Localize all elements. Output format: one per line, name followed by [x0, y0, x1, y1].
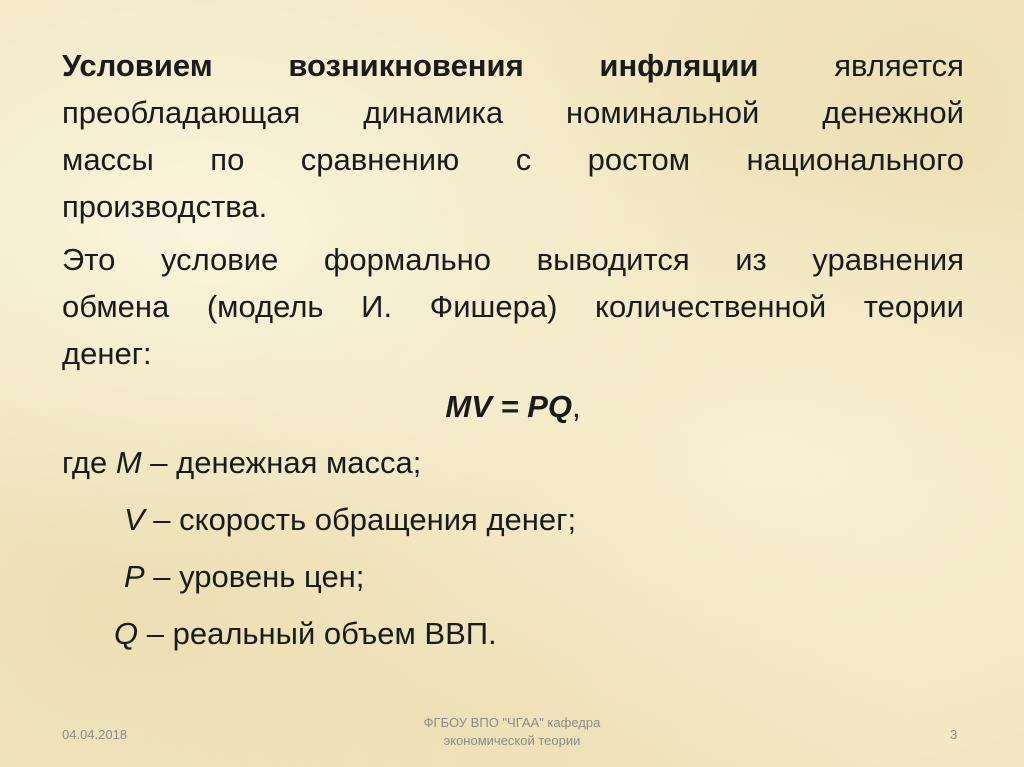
- formula-punct: ,: [572, 389, 581, 424]
- bold-term: инфляции: [599, 48, 759, 83]
- variable-definition-m: [62, 434, 964, 491]
- variable-symbol: M: [115, 445, 142, 480]
- paragraph-fisher-model: [62, 236, 964, 377]
- bold-term: возникновения: [288, 48, 524, 83]
- variable-definition-v: [62, 491, 964, 548]
- paragraph-line: массы по сравнению с ростом национального: [62, 142, 964, 177]
- text-run: является: [834, 48, 964, 83]
- footer-date: 04.04.2018: [62, 727, 128, 742]
- paragraph-inflation-condition: [62, 42, 964, 230]
- footer-org-line: экономической теории: [443, 733, 581, 748]
- bold-term: Условием: [62, 48, 213, 83]
- paragraph-line: Это условие формально выводится из уравнения: [62, 242, 964, 277]
- variable-symbol: Q: [114, 616, 139, 651]
- variable-definition-p: [62, 548, 964, 605]
- footer-org-line: ФГБОУ ВПО "ЧГАА" кафедра: [423, 715, 601, 730]
- variable-symbol: P: [124, 559, 145, 594]
- formula-expression: MV = PQ: [445, 389, 572, 424]
- paragraph-line: обмена (модель И. Фишера) количественной теории: [62, 289, 964, 324]
- footer-organization: [362, 714, 662, 750]
- paragraph-line: преобладающая динамика номинальной денежной: [62, 95, 964, 130]
- exchange-equation: [62, 383, 964, 430]
- variable-definition-q: [62, 605, 964, 662]
- variable-description: – уровень цен;: [144, 559, 365, 594]
- paragraph-line: производства.: [62, 189, 268, 224]
- variable-description: – реальный объем ВВП.: [138, 616, 497, 651]
- variable-description: – скорость обращения денег;: [144, 502, 577, 537]
- variable-symbol: V: [124, 502, 145, 537]
- variable-description: – денежная масса;: [141, 445, 422, 480]
- footer-page-number: 3: [950, 727, 958, 742]
- paragraph-line: денег:: [62, 336, 152, 371]
- paragraph-line: [62, 42, 964, 89]
- slide-body: [62, 42, 964, 662]
- variable-prefix: где: [62, 445, 116, 480]
